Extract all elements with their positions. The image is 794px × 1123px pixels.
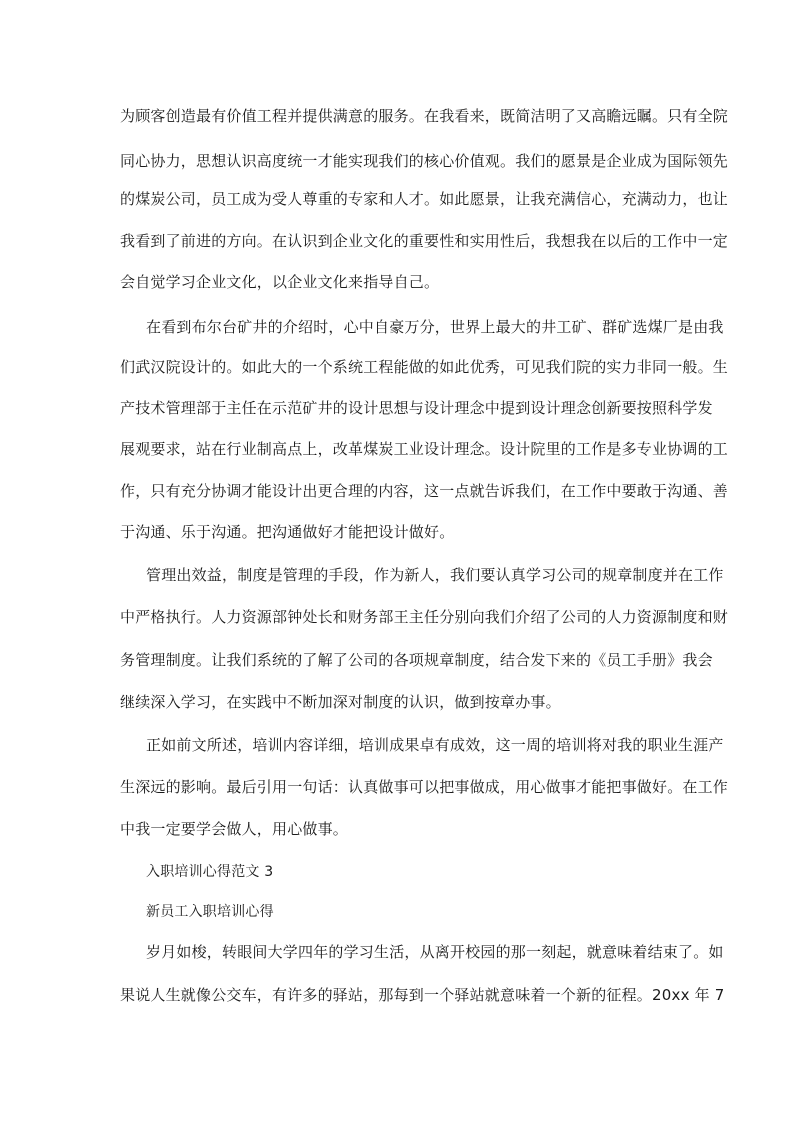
paragraph-2-line-5: 作，只有充分协调才能设计出更合理的内容，这一点就告诉我们，在工作中要敢于沟通、善 — [120, 482, 729, 500]
paragraph-1-line-1: 为顾客创造最有价值工程并提供满意的服务。在我看来，既简洁明了又高瞻远瞩。只有全院 — [120, 107, 729, 125]
paragraph-2-line-4: 展观要求，站在行业制高点上，改革煤炭工业设计理念。设计院里的工作是多专业协调的工 — [120, 440, 729, 458]
paragraph-3-line-3: 务管理制度。让我们系统的了解了公司的各项规章制度，结合发下来的《员工手册》我会 — [120, 651, 713, 669]
section-subheading: 新员工入职培训心得 — [146, 904, 274, 920]
paragraph-1-line-5: 会自觉学习企业文化，以企业文化来指导自己。 — [120, 273, 440, 291]
paragraph-1-line-3: 的煤炭公司，员工成为受人尊重的专家和人才。如此愿景，让我充满信心，充满动力，也让 — [120, 190, 729, 208]
paragraph-2-line-3: 产技术管理部于主任在示范矿井的设计思想与设计理念中提到设计理念创新要按照科学发 — [120, 399, 713, 417]
paragraph-2-line-2: 们武汉院设计的。如此大的一个系统工程能做的如此优秀，可见我们院的实力非同一般。生 — [120, 358, 729, 376]
paragraph-5-line-2: 果说人生就像公交车，有许多的驿站，那每到一个驿站就意味着一个新的征程。20xx 年 7 — [120, 986, 725, 1004]
paragraph-1-line-2: 同心协力，思想认识高度统一才能实现我们的核心价值观。我们的愿景是企业成为国际领先 — [120, 152, 729, 170]
paragraph-3-line-2: 中严格执行。人力资源部钟处长和财务部王主任分别向我们介绍了公司的人力资源制度和财 — [120, 608, 729, 626]
section-heading: 入职培训心得范文 3 — [146, 864, 274, 880]
paragraph-2-line-1: 在看到布尔台矿井的介绍时，心中自豪万分，世界上最大的井工矿、群矿选煤厂是由我 — [146, 318, 724, 336]
paragraph-5-line-1: 岁月如梭，转眼间大学四年的学习生活，从离开校园的那一刻起，就意味着结束了。如 — [146, 943, 724, 961]
paragraph-4-line-1: 正如前文所述，培训内容详细，培训成果卓有成效，这一周的培训将对我的职业生涯产 — [146, 736, 724, 754]
paragraph-2-line-6: 于沟通、乐于沟通。把沟通做好才能把设计做好。 — [120, 523, 455, 541]
paragraph-3-line-1: 管理出效益，制度是管理的手段，作为新人，我们要认真学习公司的规章制度并在工作 — [146, 566, 724, 584]
paragraph-4-line-3: 中我一定要学会做人，用心做事。 — [120, 820, 349, 838]
paragraph-4-line-2: 生深远的影响。最后引用一句话：认真做事可以把事做成，用心做事才能把事做好。在工作 — [120, 778, 729, 796]
paragraph-3-line-4: 继续深入学习，在实践中不断加深对制度的认识，做到按章办事。 — [120, 693, 561, 711]
paragraph-1-line-4: 我看到了前进的方向。在认识到企业文化的重要性和实用性后，我想我在以后的工作中一定 — [120, 232, 729, 250]
